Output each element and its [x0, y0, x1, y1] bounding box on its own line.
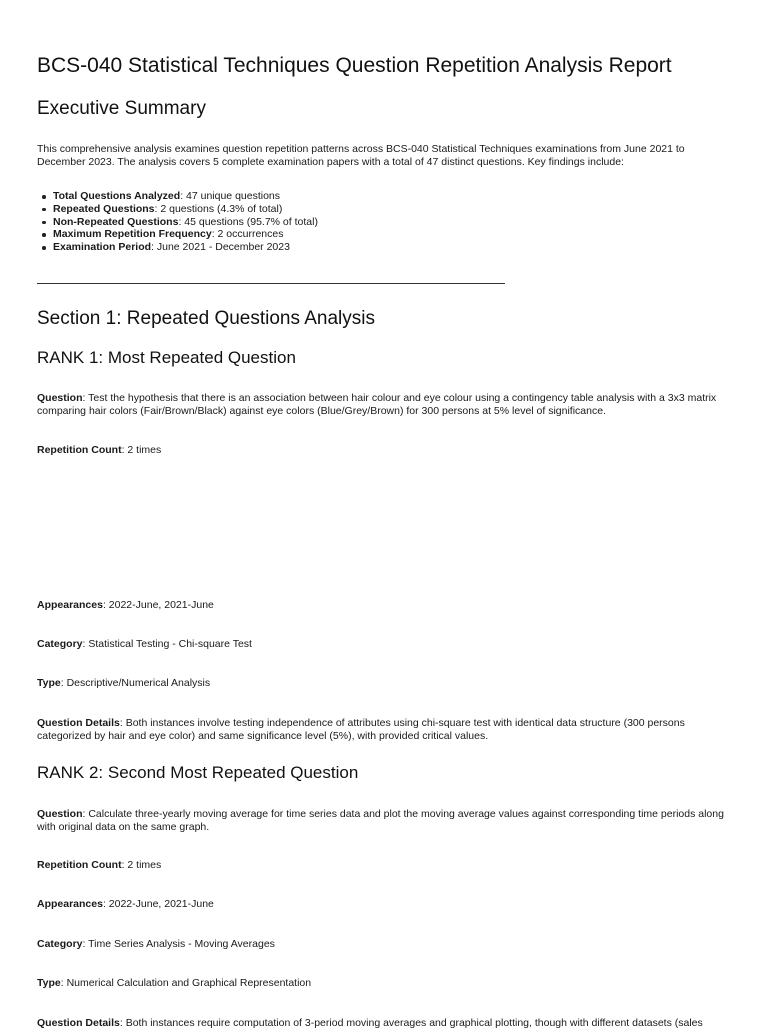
field-label: Repetition Count [37, 859, 122, 871]
list-item [53, 216, 318, 229]
field-label: Category [37, 638, 83, 650]
rank1-heading: RANK 1: Most Repeated Question [37, 348, 296, 367]
field-value: : 2 times [121, 859, 162, 871]
rank2-repetition-count [37, 859, 731, 872]
finding-value: : 45 questions (95.7% of total) [178, 215, 318, 228]
finding-value: : June 2021 - December 2023 [151, 241, 290, 254]
rank2-question [37, 808, 731, 833]
finding-value: : 47 unique questions [180, 190, 281, 202]
field-label: Question Details [37, 717, 120, 729]
field-value: : Statistical Testing - Chi-square Test [82, 638, 252, 650]
field-label: Appearances [37, 898, 103, 910]
list-item [53, 203, 318, 216]
list-item [53, 190, 318, 203]
rank1-category [37, 638, 731, 651]
finding-label: Total Questions Analyzed [53, 190, 181, 202]
key-findings-list [37, 190, 318, 254]
field-label: Question [37, 392, 83, 404]
rank2-category [37, 938, 731, 951]
field-value: : Calculate three-yearly moving average for time series data and plot the moving average values against corresponding time periods along with original data on the same graph. [37, 808, 724, 833]
executive-summary-heading: Executive Summary [37, 98, 206, 119]
finding-value: : 2 questions (4.3% of total) [154, 202, 283, 215]
field-value: : Time Series Analysis - Moving Averages [82, 938, 275, 950]
section1-heading: Section 1: Repeated Questions Analysis [37, 308, 375, 329]
finding-label: Non-Repeated Questions [53, 215, 179, 228]
field-value: : 2 times [121, 444, 162, 456]
rank1-type [37, 677, 731, 690]
rank1-question [37, 392, 731, 417]
finding-label: Maximum Repetition Frequency [53, 228, 212, 241]
rank2-details [37, 1017, 731, 1030]
field-label: Question [37, 808, 83, 820]
rank1-repetition-count [37, 444, 731, 457]
field-label: Question Details [37, 1017, 120, 1029]
finding-label: Repeated Questions [53, 202, 155, 215]
field-label: Type [37, 677, 61, 689]
field-value: : 2022-June, 2021-June [102, 898, 214, 910]
field-value: : Descriptive/Numerical Analysis [60, 677, 211, 689]
field-label: Category [37, 938, 83, 950]
field-value: : Numerical Calculation and Graphical Representation [60, 977, 312, 989]
field-value: : 2022-June, 2021-June [102, 599, 214, 611]
executive-summary-intro: This comprehensive analysis examines question repetition patterns across BCS-040 Statistical Techniques examinations from June 2021 to December 2023. The analysis covers 5 complete examination papers with a total of 47 distinct questions. Key findings include: [37, 143, 685, 168]
list-item [53, 241, 318, 254]
field-value: : Both instances require computation of 3-period moving averages and graphical plotting, though with different datasets (sales [119, 1017, 703, 1029]
rank1-details [37, 717, 731, 742]
rank2-heading: RANK 2: Second Most Repeated Question [37, 763, 359, 782]
finding-value: : 2 occurrences [211, 228, 284, 241]
field-label: Type [37, 977, 61, 989]
field-value: : Both instances involve testing independence of attributes using chi-square test with identical data structure (300 persons categorized by hair and eye color) and same significance level (5%), with provided critical values. [37, 717, 685, 742]
section-divider [37, 283, 505, 284]
field-label: Appearances [37, 599, 103, 611]
rank2-type [37, 977, 731, 990]
finding-label: Examination Period [53, 241, 152, 254]
list-item [53, 228, 318, 241]
field-label: Repetition Count [37, 444, 122, 456]
report-title: BCS-040 Statistical Techniques Question Repetition Analysis Report [37, 54, 672, 77]
rank2-appearances [37, 898, 731, 911]
field-value: : Test the hypothesis that there is an association between hair colour and eye colour using a contingency table analysis with a 3x3 matrix comparing hair colors (Fair/Brown/Black) against eye colors (Blue/Grey/Brown) for 300 persons at 5% level of significance. [37, 392, 717, 417]
rank1-appearances [37, 599, 731, 612]
